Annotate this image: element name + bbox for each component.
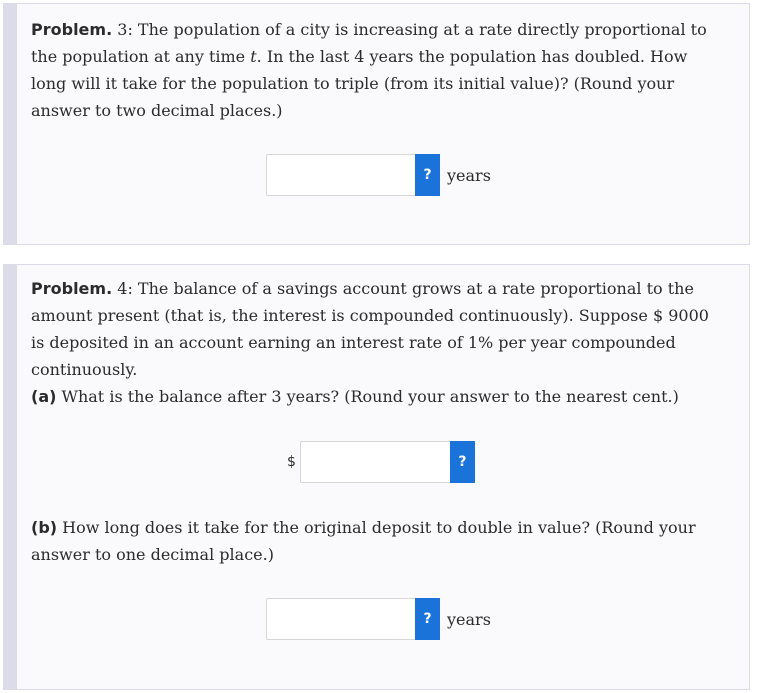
variable-t: t — [250, 47, 257, 66]
problem-colon: : — [127, 279, 133, 298]
answer-input[interactable] — [266, 154, 415, 196]
problem-number: 4 — [117, 279, 128, 298]
help-button[interactable]: ? — [450, 441, 475, 483]
problem-number: 3 — [117, 20, 128, 39]
unit-label: years — [447, 609, 491, 629]
problem-body: The balance of a savings account grows at a rate proportional to the amount present (that is, the interest is compounded continuously). Suppose $ 9000 is deposited in an account earning an interest rate of 1% per year compounded continuously. — [31, 279, 709, 379]
part-a-label: (a) — [31, 387, 57, 406]
problem-label: Problem. — [31, 279, 113, 298]
problem-4-text — [31, 275, 727, 410]
part-b-text — [31, 514, 727, 568]
doubling-time-input[interactable] — [266, 598, 415, 640]
dollar-sign: $ — [287, 454, 296, 470]
part-b-question: How long does it take for the original deposit to double in value? (Round your answer to one decimal place.) — [31, 518, 696, 564]
balance-input[interactable] — [300, 441, 450, 483]
problem-colon: : — [127, 20, 133, 39]
part-a-question: What is the balance after 3 years? (Round your answer to the nearest cent.) — [61, 387, 679, 406]
answer-row-a — [287, 441, 475, 483]
problem-body-cont: . In the last 4 years the population has doubled. How long will it take for the population to triple (from its initial value)? (Round your answer to two decimal places.) — [31, 47, 688, 120]
part-b-label: (b) — [31, 518, 58, 537]
unit-label: years — [447, 165, 491, 185]
problem-body: The population of a city is increasing at a rate directly proportional to the population at any time — [31, 20, 707, 66]
answer-row — [266, 154, 491, 196]
problem-3-card — [3, 3, 750, 245]
problem-label: Problem. — [31, 20, 113, 39]
help-button[interactable]: ? — [415, 154, 440, 196]
answer-row-b — [266, 598, 491, 640]
problem-3-text — [31, 16, 727, 124]
problem-4-card — [3, 264, 750, 690]
help-button[interactable]: ? — [415, 598, 440, 640]
